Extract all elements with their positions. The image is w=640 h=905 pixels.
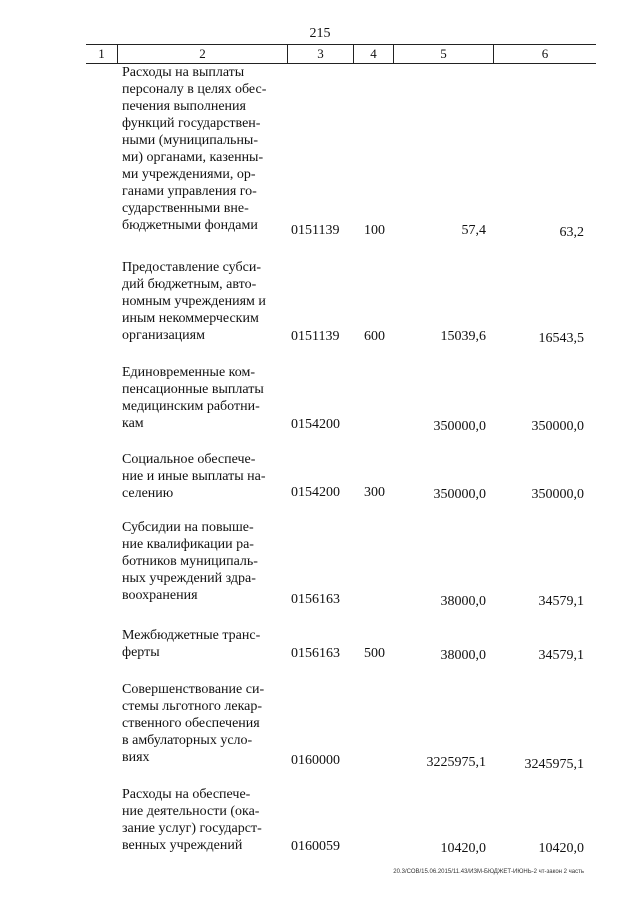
row-expense-type: 300 xyxy=(364,485,385,500)
row-name: Межбюджетные транс- ферты xyxy=(122,628,261,660)
row-value-5: 3225975,1 xyxy=(426,755,486,770)
row-code: 0160059 xyxy=(291,839,340,854)
page-number: 215 xyxy=(309,26,331,41)
row-name: Социальное обеспече- ние и иные выплаты на- селению xyxy=(122,452,266,501)
column-header-3: 3 xyxy=(288,45,354,63)
row-value-6: 34579,1 xyxy=(538,594,584,609)
row-name: Единовременные ком- пенсационные выплаты медицинским работни- кам xyxy=(122,365,264,431)
column-header-4: 4 xyxy=(354,45,394,63)
row-code: 0154200 xyxy=(291,417,340,432)
row-value-6: 34579,1 xyxy=(538,648,584,663)
row-code: 0154200 xyxy=(291,485,340,500)
row-value-6: 350000,0 xyxy=(531,419,584,434)
row-value-6: 16543,5 xyxy=(538,331,584,346)
row-value-6: 350000,0 xyxy=(531,487,584,502)
column-header-6: 6 xyxy=(541,46,549,61)
row-expense-type: 500 xyxy=(364,646,385,661)
row-expense-type: 100 xyxy=(364,223,385,238)
row-value-5: 15039,6 xyxy=(440,329,486,344)
row-name: Расходы на обеспече- ние деятельности (ока- зание услуг) государст- венных учреждений xyxy=(122,787,262,853)
row-name: Предоставление субси- дий бюджетным, авто- номным учреждениям и иным некоммерческим организациям xyxy=(122,260,266,343)
row-code: 0156163 xyxy=(291,592,340,607)
row-expense-type: 600 xyxy=(364,329,385,344)
row-value-6: 10420,0 xyxy=(538,841,584,856)
column-header-2: 2 xyxy=(118,45,288,63)
row-value-5: 350000,0 xyxy=(433,487,486,502)
row-code: 0156163 xyxy=(291,646,340,661)
column-header-1: 1 xyxy=(86,45,118,63)
row-value-5: 10420,0 xyxy=(440,841,486,856)
row-value-6: 3245975,1 xyxy=(524,757,584,772)
row-value-5: 38000,0 xyxy=(440,648,486,663)
row-value-5: 350000,0 xyxy=(433,419,486,434)
row-name: Совершенствование си- стемы льготного лекар- ственного обеспечения в амбулаторных усло- виях xyxy=(122,682,265,765)
row-code: 0151139 xyxy=(291,223,340,238)
column-header-5: 5 xyxy=(394,45,494,63)
row-code: 0160000 xyxy=(291,753,340,768)
document-footer: 20.3/СОВ/15.06.2015/11.43/ИЗМ-БЮДЖЕТ-ИЮНЬ-2 чт-закон 2 часть xyxy=(393,869,584,875)
row-name: Субсидии на повыше- ние квалификации ра- ботников муниципаль- ных учреждений здра- воохранения xyxy=(122,520,258,603)
table-header xyxy=(86,44,596,64)
row-value-5: 57,4 xyxy=(461,223,486,238)
row-code: 0151139 xyxy=(291,329,340,344)
row-name: Расходы на выплаты персоналу в целях обес- печения выполнения функций государствен- ными (муниципальны- ми) органами, казенны- ми учреждениями, ор- ганами управления го- сударственными вне- бюджетными фондами xyxy=(122,65,267,233)
row-value-5: 38000,0 xyxy=(440,594,486,609)
row-value-6: 63,2 xyxy=(559,225,584,240)
